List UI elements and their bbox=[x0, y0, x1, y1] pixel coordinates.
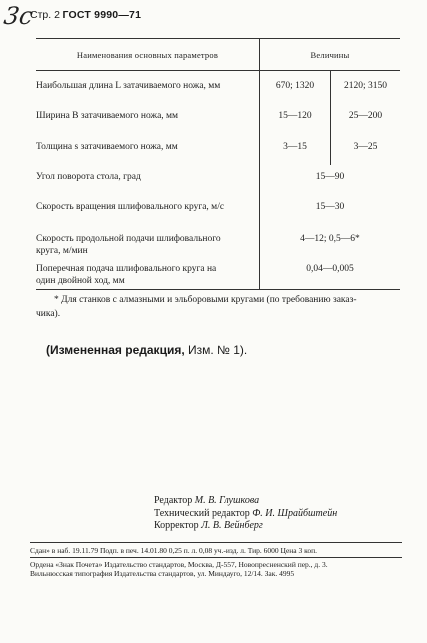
footnote-line-2: чика). bbox=[36, 309, 61, 319]
row-value-max-length-1: 670; 1320 bbox=[275, 81, 315, 91]
handwritten-mark: 3c bbox=[2, 2, 35, 30]
imprint-publisher-line: Ордена «Знак Почета» Издательство стандартов, Москва, Д-557, Новопресненский пер., д. 3. bbox=[30, 560, 328, 569]
page-number: Стр. 2 bbox=[30, 9, 60, 21]
editor-role: Редактор bbox=[154, 495, 193, 506]
row-param-cross-feed-line2: один двойной ход, мм bbox=[36, 276, 125, 286]
row-param-cross-feed-line1: Поперечная подача шлифовального круга на bbox=[36, 264, 217, 274]
row-param-width: Ширина B затачиваемого ножа, мм bbox=[36, 111, 179, 121]
table-column-divider bbox=[259, 38, 260, 290]
row-value-width-2: 25—200 bbox=[348, 111, 383, 121]
editor-line bbox=[154, 495, 337, 508]
table-bottom-border bbox=[36, 289, 400, 290]
row-param-table-rotation: Угол поворота стола, град bbox=[36, 172, 141, 182]
header-parameter-name: Наименования основных параметров bbox=[76, 50, 219, 60]
amendment-note bbox=[46, 343, 247, 357]
amendment-bold: (Измененная редакция, bbox=[46, 343, 185, 357]
row-value-max-length-2: 2120; 3150 bbox=[343, 81, 387, 91]
corrector-line bbox=[154, 520, 337, 533]
footnote-line-1: * Для станков с алмазными и эльборовыми кругами (по требованию заказ- bbox=[54, 295, 357, 305]
header-values: Величины bbox=[310, 50, 350, 60]
editors-block bbox=[154, 495, 337, 533]
tech-editor-role: Технический редактор bbox=[154, 507, 250, 519]
table-top-border bbox=[36, 38, 400, 39]
row-value-width-1: 15—120 bbox=[278, 111, 312, 121]
imprint-printer-line: Вильнюсская типография Издательства стандартов, ул. Миндауго, 12/14. Зак. 4995 bbox=[30, 569, 295, 578]
tech-editor-name: Ф. И. Шрайбштейн bbox=[252, 507, 338, 519]
table-header-border bbox=[36, 70, 400, 71]
row-value-longitudinal-feed: 4—12; 0,5—6* bbox=[300, 234, 360, 244]
row-value-table-rotation: 15—90 bbox=[315, 172, 345, 182]
row-param-longitudinal-feed-line2: круга, м/мин bbox=[36, 246, 88, 256]
row-param-longitudinal-feed bbox=[36, 233, 258, 257]
imprint-rule-middle bbox=[30, 557, 402, 558]
amendment-rest: Изм. № 1). bbox=[184, 343, 248, 357]
row-param-longitudinal-feed-line1: Скорость продольной подачи шлифовального bbox=[36, 234, 221, 244]
row-value-thickness-1: 3—15 bbox=[283, 142, 307, 152]
row-param-wheel-speed: Скорость вращения шлифовального круга, м/с bbox=[36, 202, 225, 212]
row-param-max-length: Наибольшая длина L затачиваемого ножа, мм bbox=[36, 81, 221, 91]
row-param-thickness: Толщина s затачиваемого ножа, мм bbox=[36, 142, 178, 152]
parameters-table bbox=[36, 38, 400, 290]
corrector-name: Л. В. Вейнберг bbox=[201, 520, 263, 531]
row-value-thickness-2: 3—25 bbox=[353, 142, 378, 152]
page-header bbox=[30, 9, 141, 21]
corrector-role: Корректор bbox=[154, 520, 199, 531]
table-footnote bbox=[36, 293, 400, 321]
editor-name: М. В. Глушкова bbox=[194, 495, 260, 506]
standard-code: ГОСТ 9990—71 bbox=[62, 9, 142, 21]
imprint-publisher bbox=[30, 560, 400, 578]
row-value-cross-feed: 0,04—0,005 bbox=[306, 264, 354, 274]
tech-editor-line bbox=[154, 508, 337, 521]
imprint-print-data: Сдан» в наб. 19.11.79 Подп. в печ. 14.01.80 0,25 п. л. 0,08 уч.-изд. л. Тир. 6000 Цена 3 коп. bbox=[30, 546, 318, 555]
imprint-rule-top bbox=[30, 542, 402, 543]
row-param-cross-feed bbox=[36, 263, 258, 287]
row-value-wheel-speed: 15—30 bbox=[315, 202, 345, 212]
